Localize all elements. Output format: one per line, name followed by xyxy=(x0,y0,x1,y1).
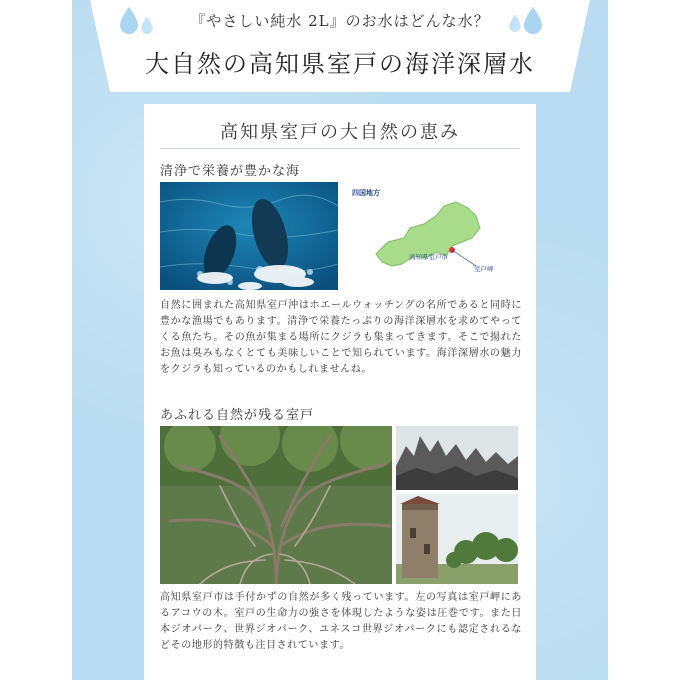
map-region-label: 四国地方 xyxy=(352,189,380,197)
ruined-tower-photo xyxy=(396,494,518,584)
section1-paragraph: 自然に囲まれた高知県室戸沖はホエールウォッチングの名所であると同時に豊かな漁場でもあります。清浄で栄養たっぷりの海洋深層水を求めてやってくる魚たち。その魚が集まる場所にクジラも集まってきます。そこで揚れたお魚は臭みもなくとても美味しいことで知られています。海洋深層水の魅力をクジラも知っているのかもしれませんね。 xyxy=(160,300,522,375)
card-title: 高知県室戸の大自然の恵み xyxy=(220,122,460,143)
map-city-label: 高知県室戸市 xyxy=(409,253,448,261)
banyan-tree-photo xyxy=(160,426,392,584)
section-heading-sea: 清浄で栄養が豊かな海 xyxy=(160,164,301,179)
rock-formation-photo xyxy=(396,426,518,490)
section-heading-nature: あふれる自然が残る室戸 xyxy=(160,408,315,423)
page-title: 大自然の高知県室戸の海洋深層水 xyxy=(145,50,535,78)
header-subtitle: 『やさしい純水 2L』のお水はどんな水？ xyxy=(190,12,490,30)
map-cape-label: 室戸岬 xyxy=(474,265,494,273)
whale-photo xyxy=(160,182,338,290)
section2-paragraph: 高知県室戸市は手付かずの自然が多く残っています。左の写真は室戸岬にあるアコウの木。室戸の生命力の強さを体現したような姿は圧巻です。また日本ジオパーク、世界ジオパーク、ユネスコ世界ジオパークにも認定されるなどその地形的特徴も注目されています。 xyxy=(160,592,522,651)
title-divider xyxy=(160,148,520,149)
